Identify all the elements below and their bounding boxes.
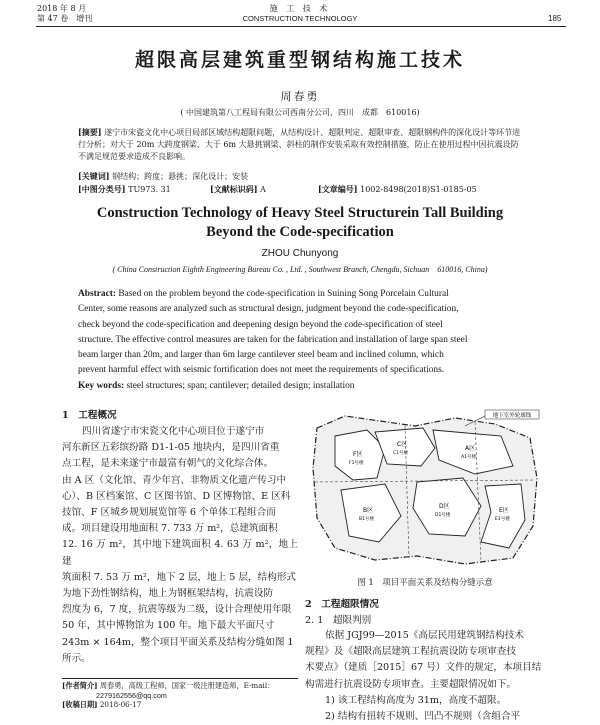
abstract-en-line [78,287,524,302]
journal-date: 2018 年 8 月 [37,4,87,13]
section2-line: 构需进行抗震设防专项审查。主要超限情况如下。 [305,678,517,690]
section1-line: 所示。 [62,652,91,664]
site-plan-diagram [305,408,545,568]
page-number: 185 [548,14,562,23]
journal-name-en: CONSTRUCTION TECHNOLOGY [242,14,358,23]
paper-title-cn: 超限高层建筑重型钢结构施工技术 [134,49,465,71]
abstract-en-label: Abstract: [78,289,117,299]
clc-label: [中图分类号] [78,184,126,194]
section1-heading: 1 工程概况 [62,410,117,421]
abstract-en-line: check beyond the code-specification and deepening design beyond the code-specification of steel [78,319,443,330]
doc-value: A [260,185,266,194]
abstract-cn [78,126,522,163]
clc-value: TU973. 31 [128,185,171,194]
zone-e-label: E区 [499,507,509,514]
author-bio-text: 周春勇，高级工程师，国家一级注册建造师，E-mail： [99,681,275,690]
section2-line: 1) 该工程结构高度为 31m，高度不超限。 [325,694,507,706]
author-bio-label: [作者简介] [62,681,98,690]
section1-line: 243m × 164m，整个项目平面关系及结构分缝如图 1 [62,636,294,648]
abstract-en-line: structure. The effective control measures are taken for the fabrication and installation of large span steel [78,334,468,345]
section1-body [62,424,298,667]
keywords-en-label: Key words: [78,380,125,391]
zone-d-label: D区 [439,503,450,510]
article-label: [文章编号] [318,184,358,194]
journal-name-cn: 施 工 技 术 [269,4,331,13]
zone-f-sub: F1号楼 [349,461,364,466]
section1-line: 四川省遂宁市宋瓷文化中心项目位于遂宁市 [82,426,265,437]
keywords-cn-text: 钢结构；跨度；悬挑；深化设计；安装 [112,172,249,181]
section2-line: 依据 JGJ99—2015《高层民用建筑钢结构技术 [325,630,524,641]
zone-b-label: B区 [363,507,374,514]
zone-a-label: A区 [465,445,476,452]
article-value: 1002-8498(2018)S1-0185-05 [360,185,477,194]
author-email: 2279162556@qq.com [96,690,167,700]
abstract-cn-label: [摘要] [78,127,102,137]
section2-heading: 2 工程超限情况 [305,599,379,610]
section1-line: 成。项目建设用地面积 7. 733 万 m²，总建筑面积 [62,523,278,535]
zone-f-label: F区 [353,451,363,458]
keywords-cn [78,170,248,183]
doc-label: [文献标识码] [210,184,258,194]
author-bio [62,681,302,691]
section2-line: 规程》及《超限高层建筑工程抗震设防专项审查技 [305,646,517,658]
zone-d-sub: D1号楼 [435,513,451,518]
section1-line: 50 年，其中博物馆为 100 年。地下最大平面尺寸 [62,620,275,632]
section2-line: 术要点》（建质［2015］67 号）文件的规定，本项目结 [305,662,542,674]
doc-code [210,183,266,196]
affiliation-cn: ( 中国建筑第八工程局有限公司西南分公司，四川 成都 610016) [180,108,420,117]
keywords-en [78,379,524,394]
header-rule [36,26,566,27]
abstract-en-line: prevent harmful effect with seismic fortification does not meet the requirements of specifications. [78,365,445,376]
abstract-en-line: Center, some reasons are analyzed such as structural design, judgment beyond the code-specification, [78,304,459,315]
paper-title-en-line2: Beyond the Code-specification [206,224,394,240]
received-date [62,700,302,710]
zone-a-sub: A1号楼 [461,455,476,460]
section1-line: 由 A 区（文化馆、青少年宫、非物质文化遗产传习中 [62,474,287,486]
section2-1-heading: 2. 1 超限判别 [305,615,372,626]
abstract-en-line: beam larger than 20m, and larger than 6m large cantilever steel beam and inclined column, which [78,350,444,361]
article-number [318,183,477,196]
received-value: 2018-06-17 [99,700,142,709]
basement-label: 地下室外轮廓线 [492,413,532,419]
section1-line: 为地下劲性钢结构，地上为钢框架结构，抗震设防 [62,588,274,600]
footer-rule [62,678,298,679]
abstract-cn-text: 遂宁市宋瓷文化中心项目局部区域结构超限问题，从结构设计、超限判定、超限审查、超限钢构件的深化设计等环节进行分析；对大于 20m 大跨度钢梁、大于 6m 大悬挑钢梁、斜柱的制作安装采取有效控制措施，防止在使用过程中因抗震设防不满足规范要求造成不良影响。 [78,128,521,161]
figure1-caption: 图 1 项目平面关系及结构分缝示意 [357,578,493,588]
keywords-en-text: steel structures; span; cantilever; detailed design; installation [126,380,355,391]
author-en: ZHOU Chunyong [261,248,339,259]
section2-body [305,628,545,725]
section1-line: 点工程，是未来遂宁市最富有朝气的文化综合体。 [62,458,274,470]
keywords-cn-label: [关键词] [78,171,110,181]
received-label: [收稿日期] [62,700,98,709]
figure1 [305,408,545,568]
paper-title-en-line1: Construction Technology of Heavy Steel Structurein Tall Building [96,205,504,221]
abstract-en [78,287,524,394]
section1-line: 河东新区五彩缤纷路 D1-1-05 地块内，是四川省重 [62,442,280,454]
author-cn: 周春勇 [280,90,320,103]
section1-line: 12. 16 万 m²，其中地下建筑面积 4. 63 万 m²，地上建 [62,539,298,567]
section1-line: 烈度为 6，7 度，抗震等级为二级，设计合理使用年限 [62,604,292,616]
zone-c-label: C区 [397,441,408,448]
section2-line: 2) 结构有扭转不规则、凹凸不规则（含组合平 [325,711,521,723]
section1-line: 技馆、F 区城乡规划展览馆等 6 个单体工程组合而 [62,507,276,519]
clc-number [78,183,171,196]
journal-volume: 第 47 卷 增刊 [37,14,93,23]
footnote [62,681,302,710]
abstract-en-text: Based on the problem beyond the code-specification in Suining Song Porcelain Cultural [118,289,449,299]
section1-line: 筑面积 7. 53 万 m²，地下 2 层，地上 5 层，结构形式 [62,571,297,583]
section1-line: 心）、B 区档案馆、C 区图书馆、D 区博物馆、E 区科 [62,490,291,502]
zone-b-sub: B1号楼 [359,517,374,522]
affiliation-en: ( China Construction Eighth Engineering Bureau Co. , Ltd. , Southwest Branch, Chengdu, Sichuan 610016, China) [112,265,488,274]
zone-e-sub: E1号楼 [495,517,510,522]
zone-c-sub: C1号楼 [393,451,409,456]
